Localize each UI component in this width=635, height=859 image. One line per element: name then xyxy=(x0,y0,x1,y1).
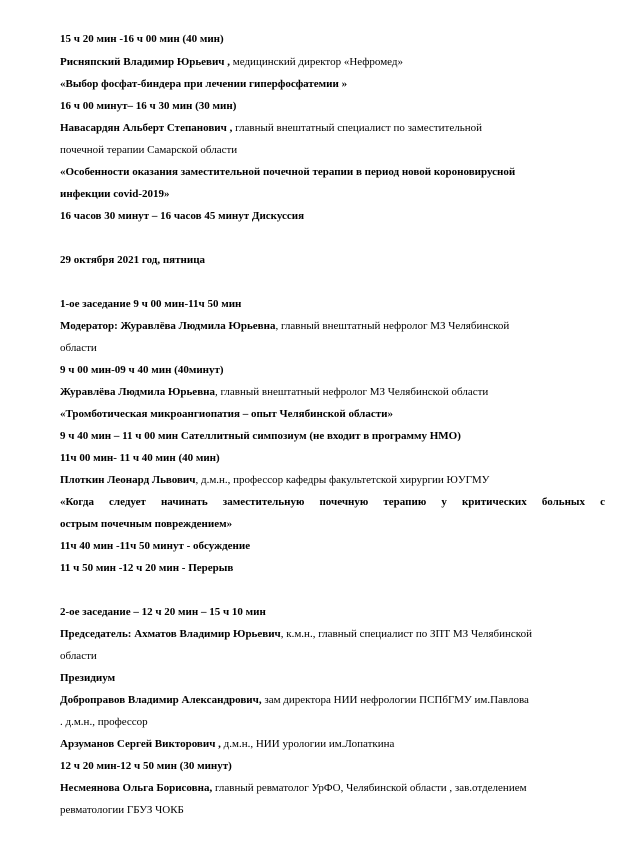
presidium-member xyxy=(60,737,605,752)
presidium-member xyxy=(60,693,605,708)
talk-title: «Тромботическая микроангиопатия – опыт Челябинской области» xyxy=(60,408,393,420)
chair-line xyxy=(60,627,605,642)
member-name: Доброправов Владимир Александрович, xyxy=(60,694,262,706)
moderator-role-continued: области xyxy=(60,342,97,354)
member-role: зам директора НИИ нефрологии ПСПбГМУ им.Павлова xyxy=(261,694,529,706)
speaker-role: , главный внештатный нефролог МЗ Челябинской области xyxy=(214,386,489,398)
talk-title: «Когда следует начинать заместительную почечную терапию у критических больных с xyxy=(60,496,605,508)
speaker-role-continued: ревматологии ГБУЗ ЧОКБ xyxy=(60,804,184,816)
speaker-line xyxy=(60,55,605,70)
speaker-role: главный внештатный специалист по заместительной xyxy=(232,122,482,134)
speaker-name: Рисняпский Владимир Юрьевич , xyxy=(60,56,231,68)
time-slot: 9 ч 00 мин-09 ч 40 мин (40минут) xyxy=(60,364,224,376)
speaker-role: , д.м.н., профессор кафедры факультетской хирургии ЮУГМУ xyxy=(195,474,490,486)
session-title: 1-ое заседание 9 ч 00 мин-11ч 50 мин xyxy=(60,298,242,310)
moderator-name: Модератор: Журавлёва Людмила Юрьевна xyxy=(60,320,276,332)
talk-title-continued: инфекции covid-2019» xyxy=(60,188,170,200)
member-role: д.м.н., НИИ урологии им.Лопаткина xyxy=(220,738,395,750)
talk-title: «Выбор фосфат-биндера при лечении гиперфосфатемии » xyxy=(60,78,348,90)
time-slot: 11ч 00 мин- 11 ч 40 мин (40 мин) xyxy=(60,452,220,464)
member-name: Арзуманов Сергей Викторович , xyxy=(60,738,221,750)
chair-role-continued: области xyxy=(60,650,97,662)
speaker-role: медицинский директор «Нефромед» xyxy=(230,56,404,68)
speaker-line xyxy=(60,781,605,796)
talk-title-continued: острым почечным повреждением» xyxy=(60,518,233,530)
speaker-role-continued: почечной терапии Самарской области xyxy=(60,144,238,156)
discussion-slot: 11ч 40 мин -11ч 50 минут - обсуждение xyxy=(60,540,251,552)
time-slot: 16 ч 00 минут– 16 ч 30 мин (30 мин) xyxy=(60,100,237,112)
moderator-line xyxy=(60,319,605,334)
chair-role: , к.м.н., главный специалист по ЗПТ МЗ Челябинской xyxy=(280,628,532,640)
talk-title: «Особенности оказания заместительной почечной терапии в период новой короновирусной xyxy=(60,166,516,178)
speaker-role: главный ревматолог УрФО, Челябинской области , зав.отделением xyxy=(212,782,527,794)
chair-name: Председатель: Ахматов Владимир Юрьевич xyxy=(60,628,281,640)
speaker-name: Журавлёва Людмила Юрьевна xyxy=(60,386,215,398)
member-role-continued: . д.м.н., профессор xyxy=(60,716,148,728)
moderator-role: , главный внештатный нефролог МЗ Челябинской xyxy=(275,320,510,332)
time-slot: 15 ч 20 мин -16 ч 00 мин (40 мин) xyxy=(60,33,224,45)
speaker-name: Навасардян Альберт Степанович , xyxy=(60,122,233,134)
day-header: 29 октября 2021 год, пятница xyxy=(60,254,206,266)
speaker-name: Несмеянова Ольга Борисовна, xyxy=(60,782,213,794)
time-slot: 12 ч 20 мин-12 ч 50 мин (30 минут) xyxy=(60,760,232,772)
break-slot: 11 ч 50 мин -12 ч 20 мин - Перерыв xyxy=(60,562,234,574)
presidium-heading: Президиум xyxy=(60,672,116,684)
satellite-symposium-slot: 9 ч 40 мин – 11 ч 00 мин Сателлитный симпозиум (не входит в программу НМО) xyxy=(60,430,461,442)
speaker-line xyxy=(60,121,605,136)
discussion-slot: 16 часов 30 минут – 16 часов 45 минут Дискуссия xyxy=(60,210,305,222)
speaker-line xyxy=(60,473,605,488)
speaker-name: Плоткин Леонард Львович xyxy=(60,474,196,486)
speaker-line xyxy=(60,385,605,400)
session-title: 2-ое заседание – 12 ч 20 мин – 15 ч 10 мин xyxy=(60,606,266,618)
